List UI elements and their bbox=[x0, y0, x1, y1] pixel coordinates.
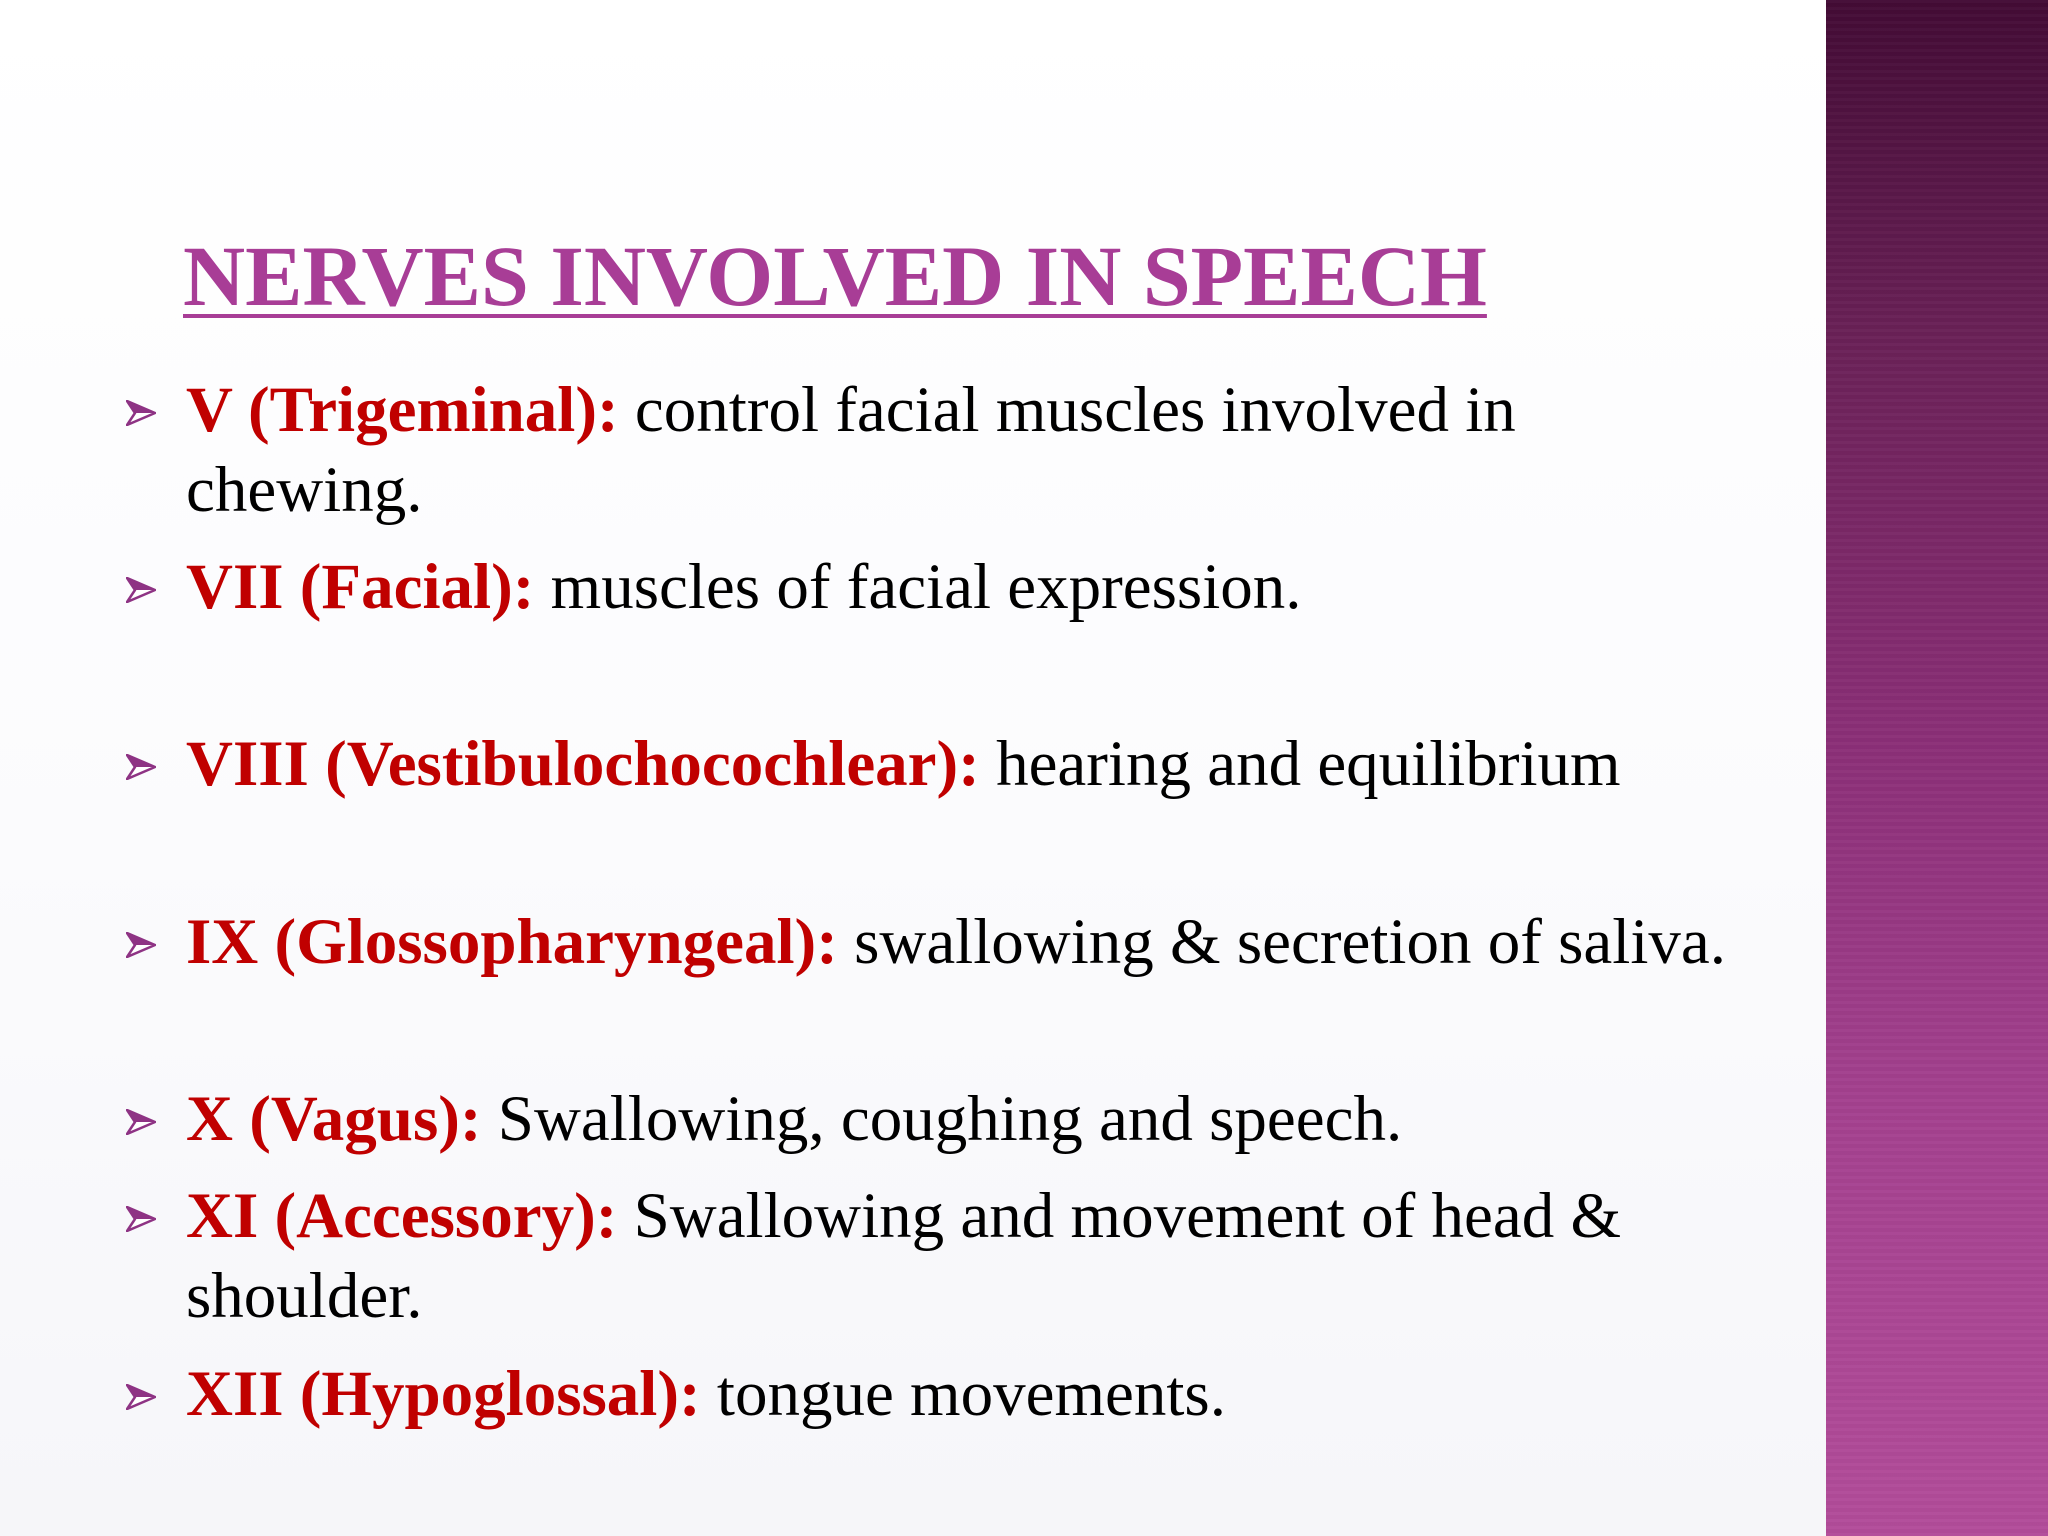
nerve-function: Swallowing and movement of head & shoulder. bbox=[186, 1180, 1622, 1332]
nerve-name: VIII (Vestibulochocochlear): bbox=[186, 728, 980, 800]
nerve-function: muscles of facial expression. bbox=[550, 551, 1302, 623]
list-item bbox=[186, 724, 1726, 804]
arrowhead-bullet-icon bbox=[126, 1176, 166, 1256]
arrowhead-bullet-icon bbox=[126, 902, 166, 982]
list-item bbox=[186, 370, 1726, 530]
nerve-function: hearing and equilibrium bbox=[996, 728, 1621, 800]
arrowhead-bullet-icon bbox=[126, 1079, 166, 1159]
list-item bbox=[186, 902, 1726, 982]
nerve-function: swallowing & secretion of saliva. bbox=[854, 906, 1726, 978]
nerve-name: XII (Hypoglossal): bbox=[186, 1358, 701, 1430]
nerve-name: VII (Facial): bbox=[186, 551, 535, 623]
list-item bbox=[186, 1176, 1726, 1336]
nerve-function: Swallowing, coughing and speech. bbox=[497, 1083, 1403, 1155]
nerve-function: tongue movements. bbox=[716, 1358, 1226, 1430]
decorative-side-panel bbox=[1826, 0, 2048, 1536]
list-item bbox=[186, 1354, 1726, 1434]
nerve-name: IX (Glossopharyngeal): bbox=[186, 906, 838, 978]
arrowhead-bullet-icon bbox=[126, 547, 166, 627]
arrowhead-bullet-icon bbox=[126, 724, 166, 804]
nerve-name: X (Vagus): bbox=[186, 1083, 482, 1155]
nerve-name: V (Trigeminal): bbox=[186, 374, 619, 446]
list-item bbox=[186, 1079, 1726, 1159]
nerve-name: XI (Accessory): bbox=[186, 1180, 618, 1252]
slide-title: NERVES INVOLVED IN SPEECH bbox=[183, 228, 1487, 324]
arrowhead-bullet-icon bbox=[126, 370, 166, 450]
arrowhead-bullet-icon bbox=[126, 1354, 166, 1434]
list-item bbox=[186, 547, 1726, 627]
nerve-function: control facial muscles involved in chewing. bbox=[186, 374, 1516, 526]
